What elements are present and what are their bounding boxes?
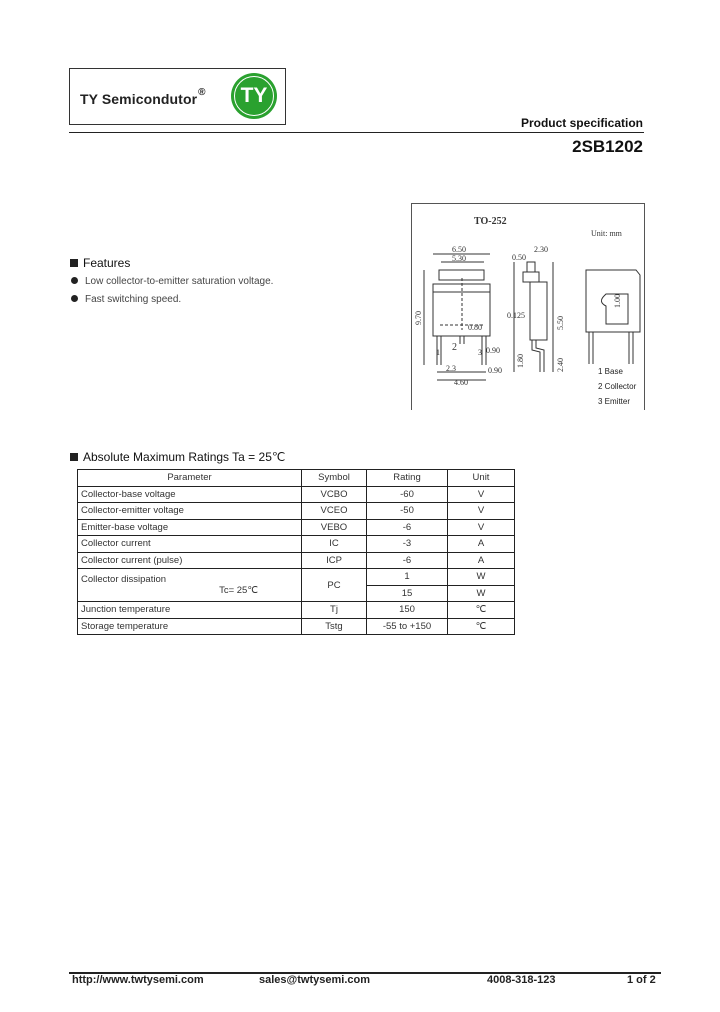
unit-cell: ℃: [448, 602, 515, 619]
part-number-title: 2SB1202: [572, 137, 643, 156]
dissipation-condition: Tc= 25℃: [219, 585, 258, 596]
unit-cell: V: [448, 486, 515, 503]
parameter-cell: Collector-emitter voltage: [78, 503, 302, 520]
table-row: [78, 618, 515, 635]
rating-cell: -6: [367, 552, 448, 569]
table-row: [78, 503, 515, 520]
parameter-cell: [78, 569, 302, 602]
package-outline-drawing: [0, 0, 720, 420]
rating-cell: 150: [367, 602, 448, 619]
ratings-heading: Absolute Maximum Ratings Ta = 25℃: [70, 450, 285, 464]
table-header-row: [78, 470, 515, 487]
unit-cell: V: [448, 519, 515, 536]
unit-cell: A: [448, 536, 515, 553]
symbol-cell: Tj: [302, 602, 367, 619]
symbol-cell: IC: [302, 536, 367, 553]
unit-cell: W: [448, 569, 515, 586]
table-row: [78, 486, 515, 503]
rating-cell: -50: [367, 503, 448, 520]
symbol-cell: VCBO: [302, 486, 367, 503]
column-header: Rating: [367, 470, 448, 487]
unit-label: Unit: mm: [591, 229, 622, 238]
unit-cell: V: [448, 503, 515, 520]
dim-tab-thickness: 0.50: [512, 253, 526, 262]
dim-lead-offset: 2.40: [556, 358, 565, 372]
page-number: 1 of 2: [627, 974, 656, 986]
parameter-cell: Collector-base voltage: [78, 486, 302, 503]
website-link[interactable]: http://www.twtysemi.com: [72, 974, 204, 986]
dim-lead-pitch-left: 2.3: [446, 364, 456, 373]
dim-thickness: 2.30: [534, 245, 548, 254]
company-name: TY Semicondutor®: [80, 87, 206, 107]
rating-cell: -55 to +150: [367, 618, 448, 635]
dim-lead-span: 4.60: [454, 378, 468, 387]
square-bullet-icon: [70, 453, 78, 461]
table-row: [78, 602, 515, 619]
absolute-maximum-ratings-table: [77, 469, 515, 635]
square-bullet-icon: [70, 259, 78, 267]
parameter-cell: Collector current: [78, 536, 302, 553]
unit-cell: ℃: [448, 618, 515, 635]
parameter-cell: Emitter-base voltage: [78, 519, 302, 536]
dim-width: 6.50: [452, 245, 466, 254]
email-link[interactable]: sales@twtysemi.com: [259, 974, 370, 986]
registered-mark: ®: [198, 87, 206, 98]
dim-angle: 0.125: [507, 311, 525, 320]
dim-lead-length: 0.90: [486, 346, 500, 355]
pin-number-1: 1: [436, 348, 440, 357]
dim-height: 9.70: [414, 311, 423, 325]
pin-label-collector: 2 Collector: [598, 382, 637, 391]
unit-cell: W: [448, 585, 515, 602]
phone-number: 4008-318-123: [487, 974, 556, 986]
rating-cell: 1: [367, 569, 448, 586]
rating-cell: -3: [367, 536, 448, 553]
rating-cell: -6: [367, 519, 448, 536]
rating-cell: 15: [367, 585, 448, 602]
table-row: [78, 552, 515, 569]
dissipation-label: Collector dissipation: [81, 574, 167, 585]
bullet-icon: [71, 277, 78, 284]
column-header: Parameter: [78, 470, 302, 487]
company-logo-icon: TY: [231, 73, 277, 119]
package-name: TO-252: [474, 216, 507, 227]
pin-number-3: 3: [478, 348, 482, 357]
table-row: [78, 536, 515, 553]
pin-number-2: 2: [452, 342, 457, 353]
parameter-cell: Junction temperature: [78, 602, 302, 619]
rating-cell: -60: [367, 486, 448, 503]
dim-lead-pitch-right: 0.90: [488, 366, 502, 375]
parameter-cell: Storage temperature: [78, 618, 302, 635]
features-heading: Features: [70, 256, 130, 270]
dim-pin-width: 0.80: [468, 323, 482, 332]
symbol-cell: Tstg: [302, 618, 367, 635]
parameter-cell: Collector current (pulse): [78, 552, 302, 569]
symbol-cell: VCEO: [302, 503, 367, 520]
column-header: Symbol: [302, 470, 367, 487]
pin-label-emitter: 3 Emitter: [598, 397, 631, 406]
feature-item: Fast switching speed.: [71, 294, 181, 305]
dim-tab-width: 5.30: [452, 254, 466, 263]
dim-hole: 1.00: [613, 294, 622, 308]
dim-lead-height: 1.80: [516, 354, 525, 368]
table-row: [78, 519, 515, 536]
feature-item: Low collector-to-emitter saturation voltage.: [71, 276, 273, 287]
symbol-cell: ICP: [302, 552, 367, 569]
symbol-cell: VEBO: [302, 519, 367, 536]
table-row: [78, 569, 515, 586]
column-header: Unit: [448, 470, 515, 487]
dim-body-height: 5.50: [556, 316, 565, 330]
product-specification-label: Product specification: [520, 116, 643, 130]
bullet-icon: [71, 295, 78, 302]
symbol-cell: PC: [302, 569, 367, 602]
pin-label-base: 1 Base: [598, 367, 623, 376]
unit-cell: A: [448, 552, 515, 569]
